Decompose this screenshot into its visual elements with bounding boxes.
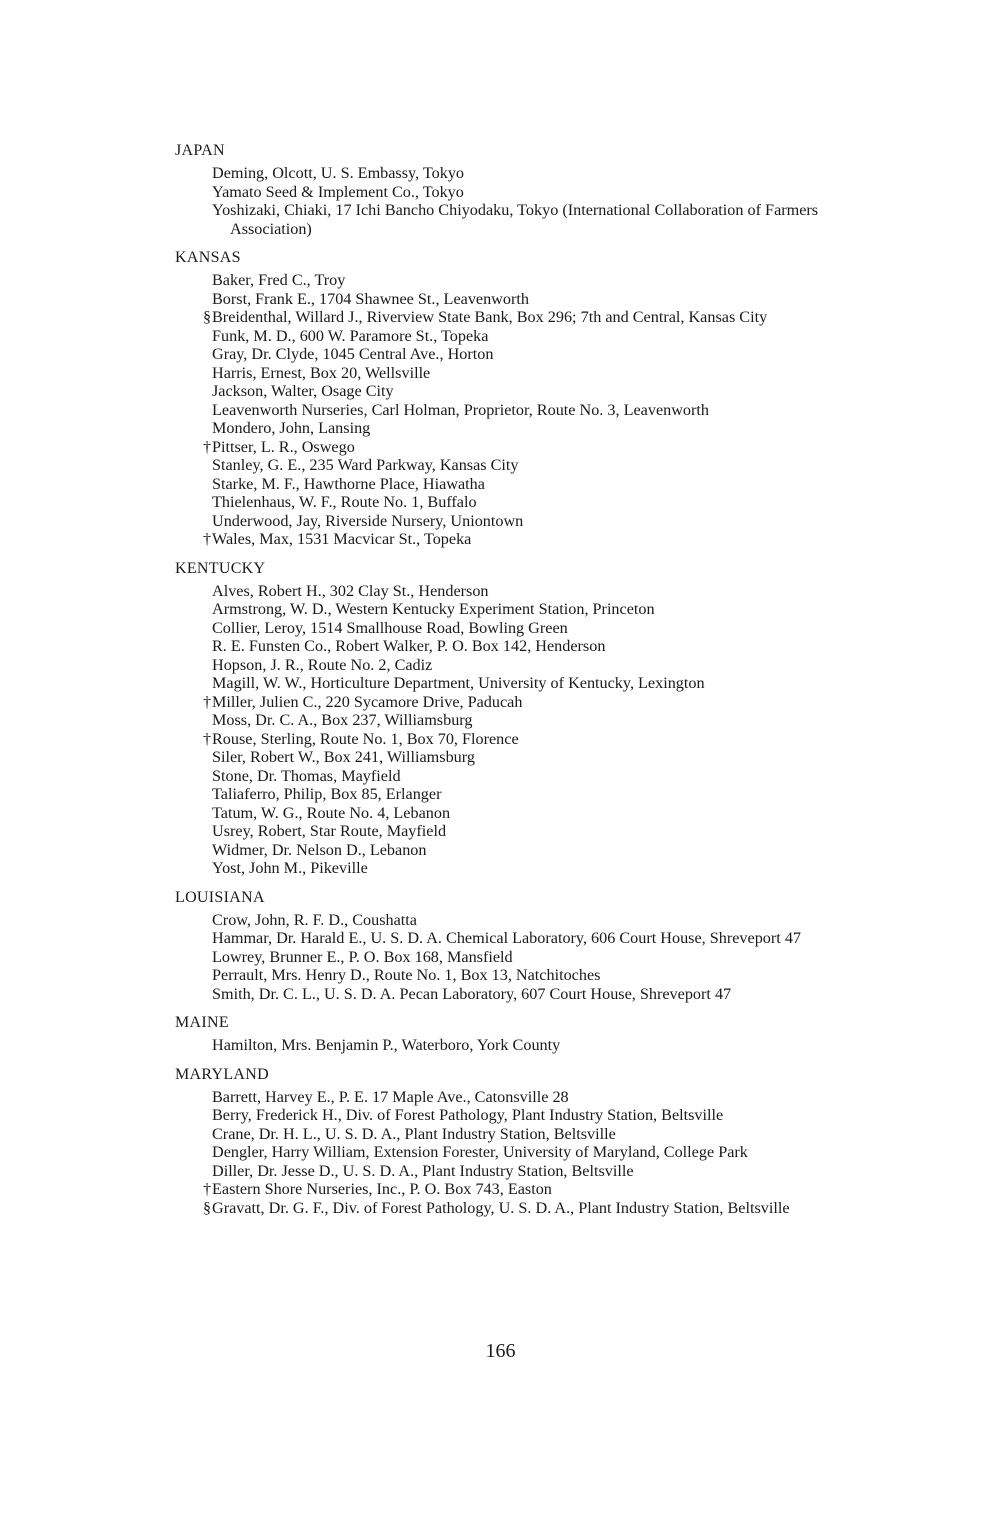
directory-listing	[175, 141, 895, 1227]
entry-text: Tatum, W. G., Route No. 4, Lebanon	[212, 803, 451, 822]
directory-entry	[175, 308, 895, 327]
entry-text: Underwood, Jay, Riverside Nursery, Uniontown	[212, 511, 524, 530]
directory-entry	[175, 1199, 895, 1218]
entry-text: Crow, John, R. F. D., Coushatta	[212, 910, 417, 929]
entry-text: Eastern Shore Nurseries, Inc., P. O. Box 743, Easton	[212, 1180, 552, 1198]
directory-entry	[175, 693, 895, 712]
directory-entry	[175, 674, 895, 693]
entry-text: Yamato Seed & Implement Co., Tokyo	[212, 182, 464, 201]
entry-text: Diller, Dr. Jesse D., U. S. D. A., Plant Industry Station, Beltsville	[212, 1161, 634, 1180]
entry-text: Wales, Max, 1531 Macvicar St., Topeka	[212, 530, 472, 548]
directory-entry	[175, 966, 895, 985]
entry-text: Yost, John M., Pikeville	[212, 859, 368, 877]
entry-mark: †	[203, 692, 212, 711]
entry-text: Usrey, Robert, Star Route, Mayfield	[212, 822, 447, 840]
entry-text: Baker, Fred C., Troy	[212, 271, 346, 289]
directory-entry	[175, 456, 895, 475]
directory-entry	[175, 785, 895, 804]
directory-entry	[175, 530, 895, 549]
state-heading: MAINE	[175, 1014, 229, 1031]
directory-entry	[175, 364, 895, 383]
directory-entry	[175, 419, 895, 438]
state-section	[175, 888, 895, 1004]
directory-entry	[175, 164, 895, 183]
directory-entry	[175, 493, 895, 512]
entry-text: Crane, Dr. H. L., U. S. D. A., Plant Industry Station, Beltsville	[212, 1124, 616, 1143]
state-section	[175, 141, 895, 238]
directory-entry	[175, 183, 895, 202]
directory-entry	[175, 911, 895, 930]
directory-entry	[175, 201, 895, 238]
entry-text: Siler, Robert W., Box 241, Williamsburg	[212, 748, 475, 766]
directory-entry	[175, 859, 895, 878]
entry-text: Collier, Leroy, 1514 Smallhouse Road, Bowling Green	[212, 618, 568, 637]
entry-text: Perrault, Mrs. Henry D., Route No. 1, Box 13, Natchitoches	[212, 966, 601, 984]
directory-entry	[175, 345, 895, 364]
entry-mark: §	[203, 1198, 212, 1217]
entry-text: Dengler, Harry William, Extension Forester, University of Maryland, College Park	[212, 1143, 748, 1161]
entry-text: Taliaferro, Philip, Box 85, Erlanger	[212, 785, 442, 803]
directory-entry	[175, 327, 895, 346]
directory-entry	[175, 730, 895, 749]
state-section	[175, 1065, 895, 1218]
directory-entry	[175, 1143, 895, 1162]
entry-mark: †	[203, 1180, 212, 1198]
entry-text: Widmer, Dr. Nelson D., Lebanon	[212, 840, 427, 859]
entry-text: Barrett, Harvey E., P. E. 17 Maple Ave., Catonsville 28	[212, 1087, 569, 1106]
directory-entry	[175, 512, 895, 531]
directory-entry	[175, 748, 895, 767]
directory-entry	[175, 637, 895, 656]
directory-entry	[175, 711, 895, 730]
entry-text: Berry, Frederick H., Div. of Forest Pathology, Plant Industry Station, Beltsville	[212, 1106, 724, 1124]
entry-text: Miller, Julien C., 220 Sycamore Drive, Paducah	[212, 692, 523, 711]
directory-entry	[175, 290, 895, 309]
directory-entry	[175, 1088, 895, 1107]
directory-entry	[175, 822, 895, 841]
entry-text: Starke, M. F., Hawthorne Place, Hiawatha	[212, 474, 485, 493]
entry-text: Magill, W. W., Horticulture Department, University of Kentucky, Lexington	[212, 674, 705, 692]
entry-mark: §	[203, 308, 212, 326]
directory-entry	[175, 1036, 895, 1055]
entry-text: Funk, M. D., 600 W. Paramore St., Topeka	[212, 326, 489, 345]
directory-entry	[175, 438, 895, 457]
entry-text: Leavenworth Nurseries, Carl Holman, Proprietor, Route No. 3, Leavenworth	[212, 400, 709, 419]
entry-text: Gray, Dr. Clyde, 1045 Central Ave., Horton	[212, 345, 494, 363]
directory-entry	[175, 600, 895, 619]
entry-text: Borst, Frank E., 1704 Shawnee St., Leavenworth	[212, 289, 529, 308]
entry-text: Mondero, John, Lansing	[212, 419, 371, 437]
directory-entry	[175, 1180, 895, 1199]
entry-text: Jackson, Walter, Osage City	[212, 382, 394, 400]
entry-text: Smith, Dr. C. L., U. S. D. A. Pecan Laboratory, 607 Court House, Shreveport 47	[212, 984, 732, 1003]
entry-text: Moss, Dr. C. A., Box 237, Williamsburg	[212, 711, 473, 729]
entry-text: Stanley, G. E., 235 Ward Parkway, Kansas City	[212, 456, 519, 474]
entry-text: Breidenthal, Willard J., Riverview State Bank, Box 296; 7th and Central, Kansas City	[212, 308, 768, 326]
entry-text: Lowrey, Brunner E., P. O. Box 168, Mansfield	[212, 947, 513, 966]
entry-text: Harris, Ernest, Box 20, Wellsville	[212, 363, 431, 382]
directory-entry	[175, 804, 895, 823]
directory-entry	[175, 619, 895, 638]
directory-entry	[175, 475, 895, 494]
directory-entry	[175, 1106, 895, 1125]
entry-text: Stone, Dr. Thomas, Mayfield	[212, 766, 401, 785]
entry-mark: †	[203, 530, 212, 548]
entry-text: R. E. Funsten Co., Robert Walker, P. O. Box 142, Henderson	[212, 637, 606, 655]
directory-entry	[175, 271, 895, 290]
state-heading: KANSAS	[175, 249, 241, 266]
directory-entry	[175, 1162, 895, 1181]
state-heading: LOUISIANA	[175, 888, 265, 906]
directory-entry	[175, 582, 895, 601]
directory-entry	[175, 929, 895, 948]
entry-text: Yoshizaki, Chiaki, 17 Ichi Bancho Chiyodaku, Tokyo (International Collaboration of Farmers Association)	[212, 201, 819, 238]
state-section	[175, 559, 895, 878]
entry-mark: †	[203, 437, 212, 456]
entry-text: Armstrong, W. D., Western Kentucky Experiment Station, Princeton	[212, 600, 655, 618]
entry-text: Hopson, J. R., Route No. 2, Cadiz	[212, 655, 433, 674]
entry-text: Hamilton, Mrs. Benjamin P., Waterboro, York County	[212, 1036, 561, 1054]
directory-entry	[175, 382, 895, 401]
directory-entry	[175, 767, 895, 786]
entry-text: Pittser, L. R., Oswego	[212, 437, 355, 456]
state-heading: JAPAN	[175, 142, 225, 159]
state-heading: MARYLAND	[175, 1065, 269, 1083]
state-section	[175, 1013, 895, 1055]
entry-text: Alves, Robert H., 302 Clay St., Henderson	[212, 581, 489, 600]
entry-mark: †	[203, 729, 212, 748]
state-heading: KENTUCKY	[175, 559, 266, 577]
entry-text: Hammar, Dr. Harald E., U. S. D. A. Chemical Laboratory, 606 Court House, Shreveport 47	[212, 929, 802, 947]
directory-entry	[175, 948, 895, 967]
entry-text: Gravatt, Dr. G. F., Div. of Forest Pathology, U. S. D. A., Plant Industry Station, Beltsville	[212, 1198, 790, 1217]
directory-entry	[175, 656, 895, 675]
directory-entry	[175, 841, 895, 860]
entry-text: Thielenhaus, W. F., Route No. 1, Buffalo	[212, 493, 477, 511]
directory-entry	[175, 401, 895, 420]
page-number: 166	[485, 1340, 516, 1362]
state-section	[175, 248, 895, 549]
entry-text: Rouse, Sterling, Route No. 1, Box 70, Florence	[212, 729, 519, 748]
entry-text: Deming, Olcott, U. S. Embassy, Tokyo	[212, 164, 465, 182]
directory-entry	[175, 1125, 895, 1144]
directory-entry	[175, 985, 895, 1004]
